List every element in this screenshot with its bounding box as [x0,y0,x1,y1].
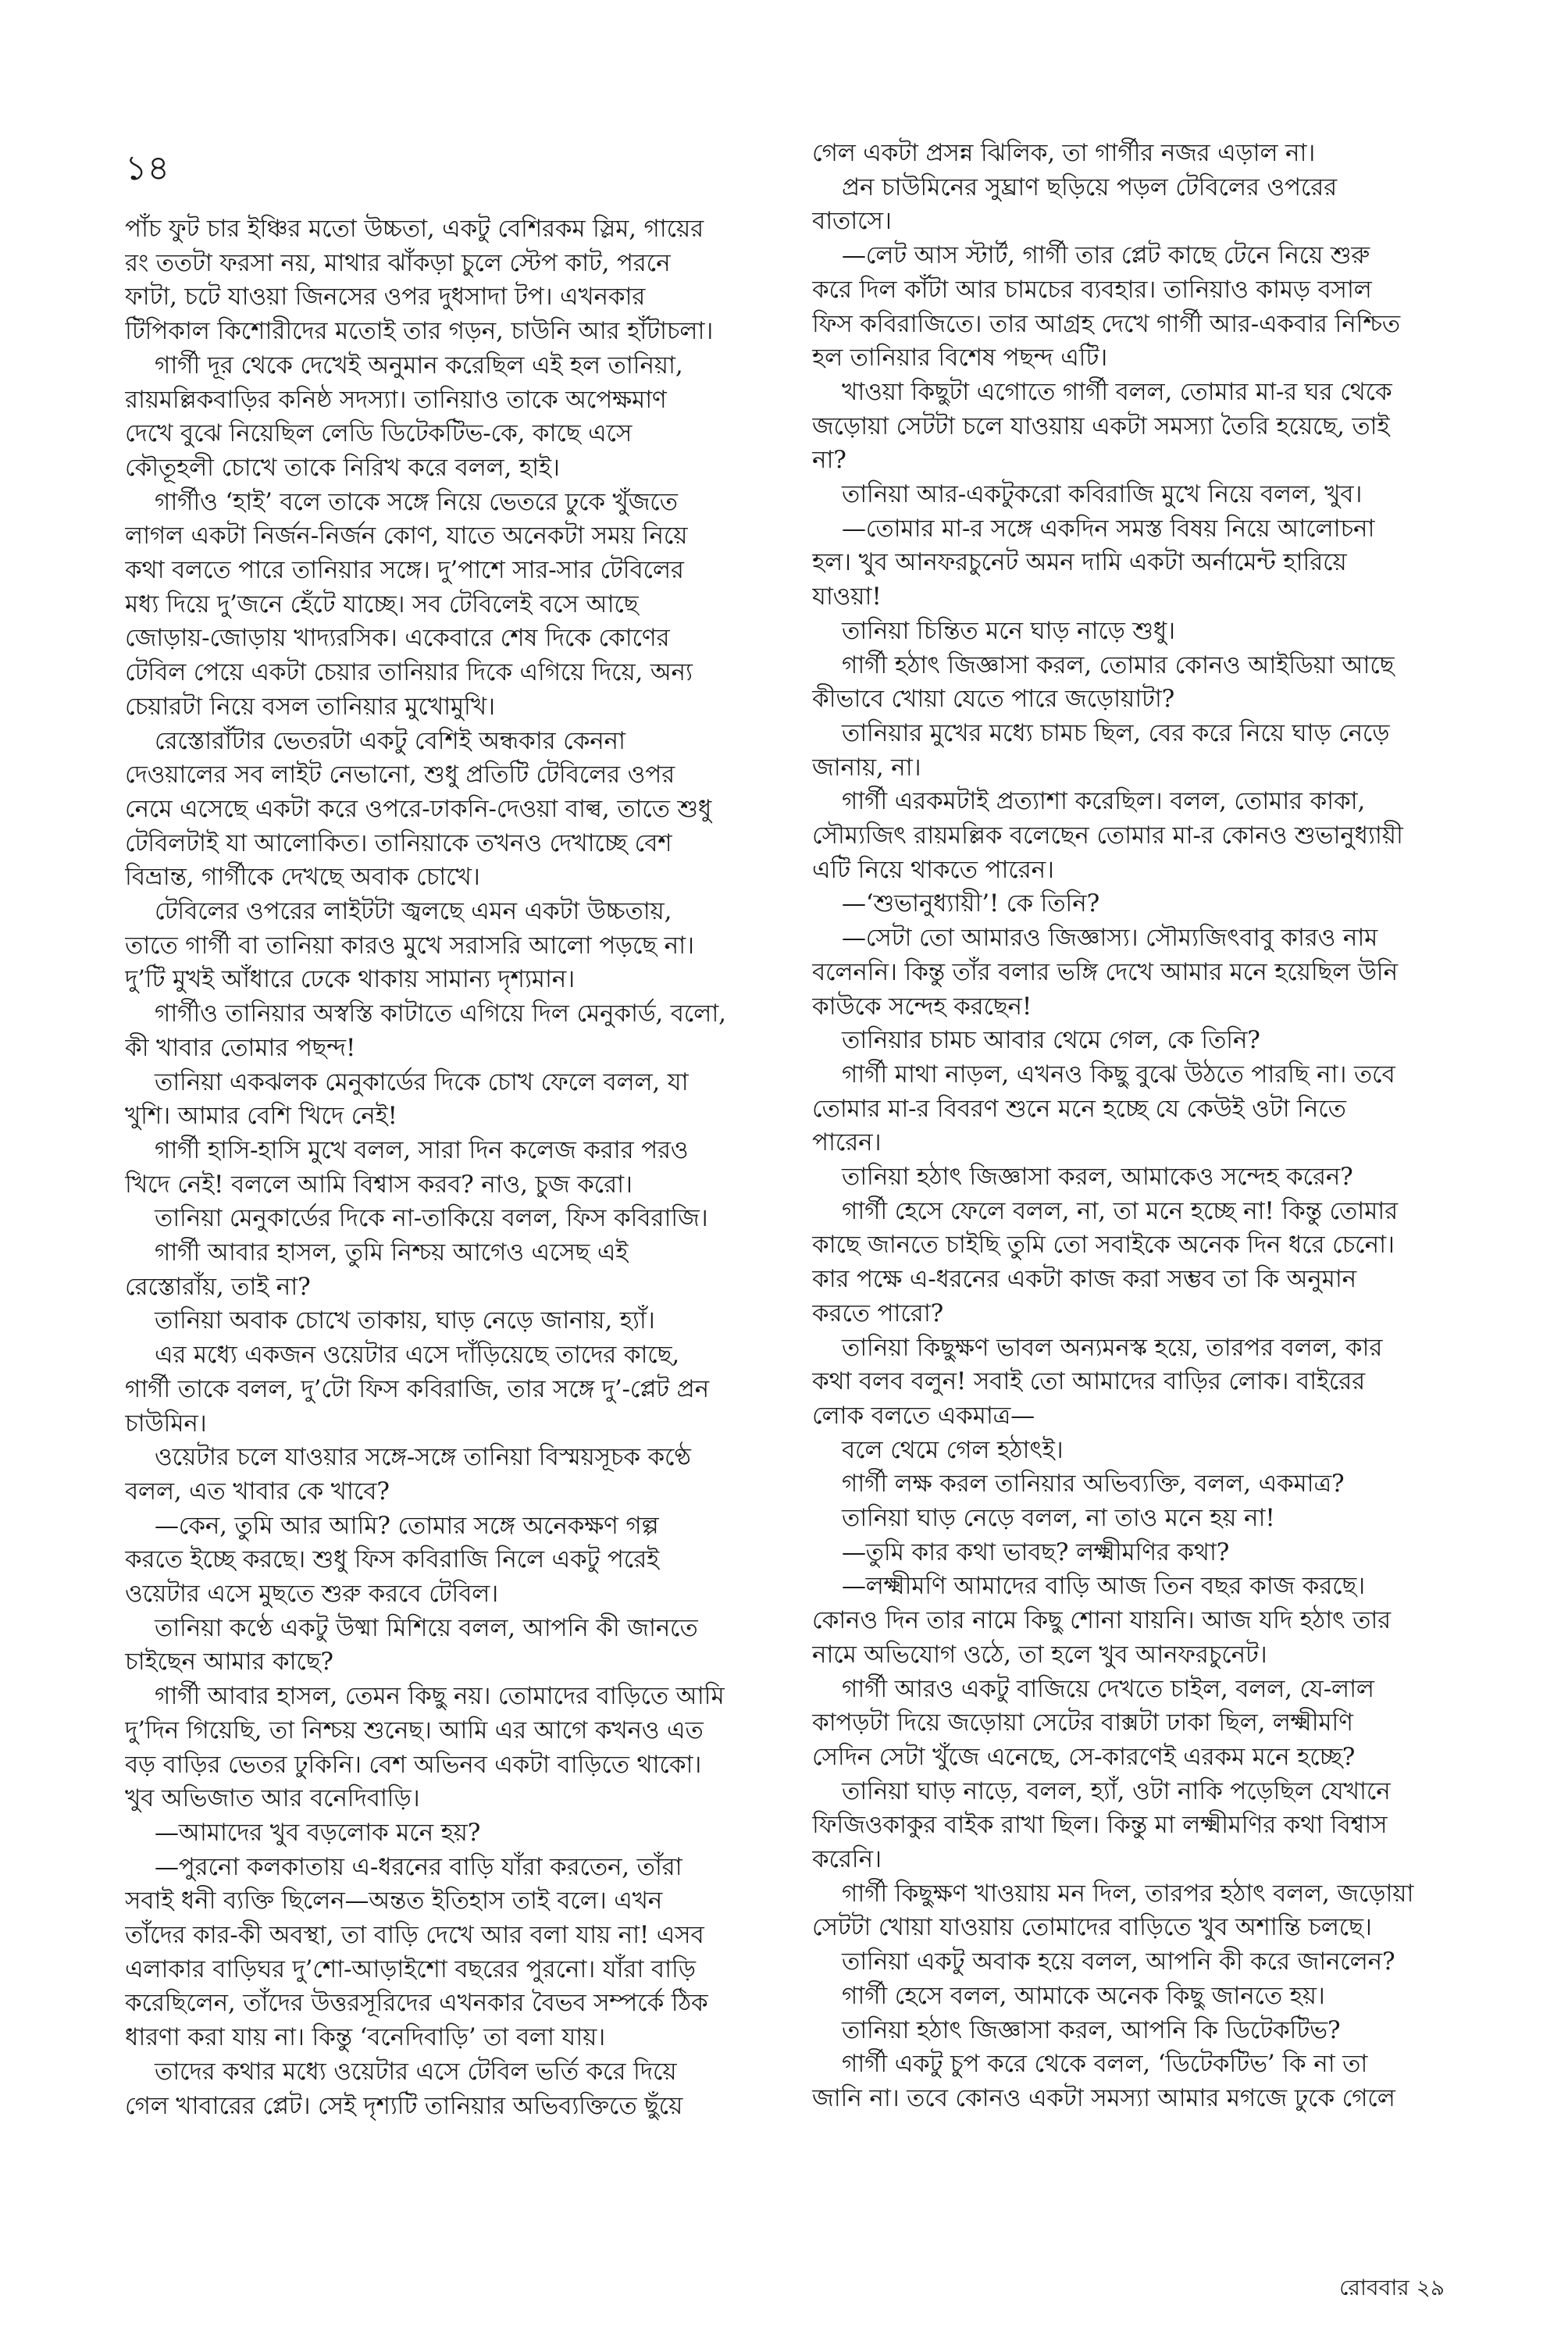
text-line: তানিয়ার মুখের মধ্যে চামচ ছিল, বের করে নিয়ে ঘাড় নেড়ে [842,718,1390,747]
text-line: হল তানিয়ার বিশেষ পছন্দ এটি। [812,344,1108,372]
text-line: তানিয়া ঘাড় নাড়ে, বলল, হ্যাঁ, ওটা নাকি পড়েছিল যেখানে [842,1776,1391,1805]
text-line: রায়মল্লিকবাড়ির কনিষ্ঠ সদস্যা। তানিয়াও তাকে অপেক্ষমাণ [125,385,667,414]
text-line: তানিয়া মেনুকার্ডের দিকে না-তাকিয়ে বলল, ফিস কবিরাজি। [155,1204,708,1233]
text-line: চাইছেন আমার কাছে? [125,1648,333,1677]
text-line: কাপড়টা দিয়ে জড়োয়া সেটের বাক্সটা ঢাকা ছিল, লক্ষ্মীমণি [812,1709,1353,1737]
text-line: তাঁদের কার-কী অবস্থা, তা বাড়ি দেখে আর বলা যায় না! এসব [125,1921,704,1949]
text-line: ওয়েটার এসে মুছতে শুরু করবে টেবিল। [125,1580,499,1608]
text-line: টিপিকাল কিশোরীদের মতোই তার গড়ন, চাউনি আর হাঁটাচলা। [125,317,714,346]
text-line: দু’টি মুখই আঁধারে ঢেকে থাকায় সামান্য দৃশ্যমান। [125,965,575,994]
text-line: চাউমিন। [125,1409,207,1438]
text-line: কীভাবে খোয়া যেতে পারে জড়োয়াটা? [812,685,1175,714]
text-line: ফিজিওকাকুর বাইক রাখা ছিল। কিন্তু মা লক্ষ্মীমণির কথা বিশ্বাস [812,1811,1388,1840]
text-line: রং ততটা ফরসা নয়, মাথার ঝাঁকড়া চুলে স্টেপ কাট, পরনে [125,248,671,277]
text-line: করে দিল কাঁটা আর চামচের ব্যবহার। তানিয়াও কামড় বসাল [812,275,1372,304]
text-line: —লক্ষ্মীমণি আমাদের বাড়ি আজ তিন বছর কাজ করছে। [842,1572,1365,1601]
text-line: ফিস কবিরাজিতে। তার আগ্রহ দেখে গার্গী আর-একবার নিশ্চিত [812,309,1400,338]
text-line: সবাই ধনী ব্যক্তি ছিলেন—অন্তত ইতিহাস তাই বলে। এখন [125,1887,663,1915]
text-line: করেছিলেন, তাঁদের উত্তরসূরিদের এখনকার বৈভব সম্পর্কে ঠিক [125,1989,708,2018]
text-line: —কেন, তুমি আর আমি? তোমার সঙ্গে অনেকক্ষণ গল্প [155,1511,659,1540]
text-line: তানিয়া অবাক চোখে তাকায়, ঘাড় নেড়ে জানায়, হ্যাঁ। [155,1306,655,1335]
text-line: টেবিলটাই যা আলোকিত। তানিয়াকে তখনও দেখাচ্ছে বেশ [125,829,672,857]
text-line: গার্গী আরও একটু বাজিয়ে দেখতে চাইল, বলল, যে-লাল [842,1674,1374,1703]
page-footer: রোববার ২৯ [1339,2275,1445,2300]
text-line: পারেন। [812,1128,882,1157]
text-line: তানিয়া একটু অবাক হয়ে বলল, আপনি কী করে জানলেন? [842,1948,1395,1976]
text-line: গার্গী লক্ষ করল তানিয়ার অভিব্যক্তি, বলল, একমাত্র? [842,1470,1345,1499]
text-line: গার্গী আবার হাসল, তুমি নিশ্চয় আগেও এসেছ এই [155,1238,629,1267]
text-line: জোড়ায়-জোড়ায় খাদ্যরসিক। একেবারে শেষ দিকে কোণের [125,624,670,653]
text-line: মধ্য দিয়ে দু’জনে হেঁটে যাচ্ছে। সব টেবিলেই বসে আছে [125,590,639,618]
text-line: খুশি। আমার বেশি খিদে নেই! [125,1102,397,1131]
text-line: যাওয়া! [812,583,882,611]
text-line: গেল খাবারের প্লেট। সেই দৃশ্যটি তানিয়ার অভিব্যক্তিতে ছুঁয়ে [125,2091,683,2120]
text-line: গার্গী মাথা নাড়ল, এখনও কিছু বুঝে উঠতে পারছি না। তবে [842,1060,1395,1089]
text-line: দেওয়ালের সব লাইট নেভানো, শুধু প্রতিটি টেবিলের ওপর [125,761,675,789]
text-line: গার্গীও ‘হাই’ বলে তাকে সঙ্গে নিয়ে ভেতরে ঢুকে খুঁজতে [155,487,678,516]
text-line: গার্গী হেসে ফেলে বলল, না, তা মনে হচ্ছে না! কিন্তু তোমার [842,1196,1398,1225]
text-line: কৌতূহলী চোখে তাকে নিরিখ করে বলল, হাই। [125,453,560,482]
text-line: কোনও দিন তার নামে কিছু শোনা যায়নি। আজ যদি হঠাৎ তার [812,1606,1391,1635]
text-line: গার্গী কিছুক্ষণ খাওয়ায় মন দিল, তারপর হঠাৎ বলল, জড়োয়া [842,1879,1414,1908]
text-line: তানিয়া একঝলক মেনুকার্ডের দিকে চোখ ফেলে বলল, যা [155,1067,689,1096]
text-line: ধারণা করা যায় না। কিন্তু ‘বনেদিবাড়ি’ তা বলা যায়। [125,2023,606,2052]
text-line: গার্গী এরকমটাই প্রত্যাশা করেছিল। বলল, তোমার কাকা, [842,787,1366,816]
text-line: গার্গী হাসি-হাসি মুখে বলল, সারা দিন কলেজ করার পরও [155,1135,689,1164]
text-line: বিভ্রান্ত, গার্গীকে দেখছে অবাক চোখে। [125,863,480,892]
text-line: নেমে এসেছে একটা করে ওপরে-ঢাকনি-দেওয়া বাল্ব, তাতে শুধু [125,794,712,823]
text-line: সেদিন সেটা খুঁজে এনেছে, সে-কারণেই এরকম মনে হচ্ছে? [812,1742,1356,1771]
text-line: তানিয়া কিছুক্ষণ ভাবল অন্যমনস্ক হয়ে, তারপর বলল, কার [842,1333,1383,1362]
text-line: হল। খুব আনফরচুনেট অমন দামি একটা অর্নামেন্ট হারিয়ে [812,548,1347,577]
text-line: তানিয়ার চামচ আবার থেমে গেল, কে তিনি? [842,1026,1260,1055]
text-line: গেল একটা প্রসন্ন ঝিলিক, তা গার্গীর নজর এড়াল না। [812,139,1316,167]
text-line: বড় বাড়ির ভেতর ঢুকিনি। বেশ অভিনব একটা বাড়িতে থাকো। [125,1750,702,1779]
text-line: পাঁচ ফুট চার ইঞ্চির মতো উচ্চতা, একটু বেশিরকম স্লিম, গায়ের [125,215,704,243]
text-line: জড়োয়া সেটটা চলে যাওয়ায় একটা সমস্যা তৈরি হয়েছে, তাই [812,412,1390,440]
text-line: খিদে নেই! বললে আমি বিশ্বাস করব? নাও, চুজ করো। [125,1170,633,1199]
text-line: ওয়েটার চলে যাওয়ার সঙ্গে-সঙ্গে তানিয়া বিস্ময়সূচক কণ্ঠে [155,1443,691,1472]
text-line: —তোমার মা-র সঙ্গে একদিন সমস্ত বিষয় নিয়ে আলোচনা [842,514,1375,543]
text-line: জানি না। তবে কোনও একটা সমস্যা আমার মগজে ঢুকে গেলে [812,2083,1395,2112]
text-line: তানিয়া ঘাড় নেড়ে বলল, না তাও মনে হয় না! [842,1504,1275,1532]
text-line: তানিয়া চিন্তিত মনে ঘাড় নাড়ে শুধু। [842,616,1175,645]
page-number: ১৪ [125,148,170,188]
text-line: কার পক্ষে এ-ধরনের একটা কাজ করা সম্ভব তা কি অনুমান [812,1265,1356,1294]
text-line: লোক বলতে একমাত্র— [812,1401,1035,1430]
text-line: টেবিলের ওপরের লাইটটা জ্বলছে এমন একটা উচ্চতায়, [155,897,672,925]
text-line: দু’দিন গিয়েছি, তা নিশ্চয় শুনেছ। আমি এর আগে কখনও এত [125,1716,704,1744]
text-line: বলল, এত খাবার কে খাবে? [125,1477,390,1506]
text-line: —‘শুভানুধ্যায়ী’! কে তিনি? [842,889,1100,918]
text-line: —আমাদের খুব বড়লোক মনে হয়? [155,1818,481,1847]
text-line: প্রন চাউমিনের সুঘ্রাণ ছড়িয়ে পড়ল টেবিলের ওপরের [842,173,1337,201]
text-line: টেবিল পেয়ে একটা চেয়ার তানিয়ার দিকে এগিয়ে দিয়ে, অন্য [125,658,693,687]
text-line: গার্গী দূর থেকে দেখেই অনুমান করেছিল এই হল তানিয়া, [155,351,683,380]
text-line: বলে থেমে গেল হঠাৎই। [842,1435,1064,1464]
text-line: গার্গী আবার হাসল, তেমন কিছু নয়। তোমাদের বাড়িতে আমি [155,1682,725,1711]
text-line: ফাটা, চটে যাওয়া জিনসের ওপর দুধসাদা টপ। এখনকার [125,283,646,312]
text-line: তানিয়া আর-একটুকরো কবিরাজি মুখে নিয়ে বলল, খুব। [842,480,1363,508]
text-line: লাগল একটা নির্জন-নির্জন কোণ, যাতে অনেকটা সময় নিয়ে [125,522,688,551]
text-line: খাওয়া কিছুটা এগোতে গার্গী বলল, তোমার মা-র ঘর থেকে [842,377,1392,406]
text-line: না? [812,446,846,475]
text-line: এলাকার বাড়িঘর দু’শো-আড়াইশো বছরের পুরনো। যাঁরা বাড়ি [125,1955,696,1983]
text-line: গার্গী একটু চুপ করে থেকে বলল, ‘ডিটেকটিভ’ কি না তা [842,2050,1368,2079]
text-line: সেটটা খোয়া যাওয়ায় তোমাদের বাড়িতে খুব অশান্তি চলছে। [812,1913,1372,1942]
text-line: খুব অভিজাত আর বনেদিবাড়ি। [125,1784,420,1813]
text-line: কথা বলতে পারে তানিয়ার সঙ্গে। দু’পাশে সার-সার টেবিলের [125,556,684,584]
text-line: করেনি। [812,1845,882,1873]
text-line: গার্গী তাকে বলল, দু’টো ফিস কবিরাজি, তার সঙ্গে দু’-প্লেট প্রন [125,1374,709,1403]
text-line: তাদের কথার মধ্যে ওয়েটার এসে টেবিল ভর্তি করে দিয়ে [155,2057,677,2086]
text-line: —লেট আস স্টার্ট, গার্গী তার প্লেট কাছে টেনে নিয়ে শুরু [842,241,1370,270]
text-line: দেখে বুঝে নিয়েছিল লেডি ডিটেকটিভ-কে, কাছে এসে [125,419,633,448]
text-line: গার্গী হঠাৎ জিজ্ঞাসা করল, তোমার কোনও আইডিয়া আছে [842,650,1395,679]
text-line: তানিয়া কণ্ঠে একটু উষ্মা মিশিয়ে বলল, আপনি কী জানতে [155,1613,698,1642]
text-line: —সেটা তো আমারও জিজ্ঞাস্য। সৌম্যজিৎবাবু কারও নাম [842,924,1378,953]
text-line: বাতাসে। [812,207,892,236]
text-line: কাউকে সন্দেহ করছেন! [812,992,1032,1021]
text-line: রেস্তোরাঁটার ভেতরটা একটু বেশিই অন্ধকার কেননা [155,726,625,755]
text-line: এটি নিয়ে থাকতে পারেন। [812,855,1054,884]
text-line: এর মধ্যে একজন ওয়েটার এসে দাঁড়িয়েছে তাদের কাছে, [155,1341,679,1370]
text-line: রেস্তোরাঁয়, তাই না? [125,1272,311,1301]
text-line: জানায়, না। [812,753,921,782]
text-line: তানিয়া হঠাৎ জিজ্ঞাসা করল, আপনি কি ডিটেকটিভ? [842,2015,1341,2044]
text-line: তানিয়া হঠাৎ জিজ্ঞাসা করল, আমাকেও সন্দেহ করেন? [842,1163,1353,1191]
text-line: তাতে গার্গী বা তানিয়া কারও মুখে সরাসরি আলো পড়ছে না। [125,931,694,960]
text-line: সৌম্যজিৎ রায়মল্লিক বলেছেন তোমার মা-র কোনও শুভানুধ্যায়ী [812,821,1403,850]
text-line: কথা বলব বলুন! সবাই তো আমাদের বাড়ির লোক। বাইরের [812,1367,1365,1396]
text-line: করতে ইচ্ছে করছে। শুধু ফিস কবিরাজি নিলে একটু পরেই [125,1545,659,1574]
text-line: করতে পারো? [812,1299,944,1327]
text-line: নামে অভিযোগ ওঠে, তা হলে খুব আনফরচুনেট। [812,1640,1267,1669]
text-line: গার্গী হেসে বলল, আমাকে অনেক কিছু জানতে হয়। [842,1981,1325,2010]
text-line: চেয়ারটা নিয়ে বসল তানিয়ার মুখোমুখি। [125,692,495,721]
text-line: গার্গীও তানিয়ার অস্বস্তি কাটাতে এগিয়ে দিল মেনুকার্ড, বলো, [155,1000,726,1028]
text-line: —তুমি কার কথা ভাবছ? লক্ষ্মীমণির কথা? [842,1538,1230,1566]
text-line: তোমার মা-র বিবরণ শুনে মনে হচ্ছে যে কেউই ওটা নিতে [812,1094,1346,1123]
text-line: —পুরনো কলকাতায় এ-ধরনের বাড়ি যাঁরা করতেন, তাঁরা [155,1852,682,1881]
text-line: বলেননি। কিন্তু তাঁর বলার ভঙ্গি দেখে আমার মনে হয়েছিল উনি [812,957,1398,986]
text-line: কী খাবার তোমার পছন্দ! [125,1033,356,1062]
text-line: কাছে জানতে চাইছি তুমি তো সবাইকে অনেক দিন ধরে চেনো। [812,1231,1395,1260]
